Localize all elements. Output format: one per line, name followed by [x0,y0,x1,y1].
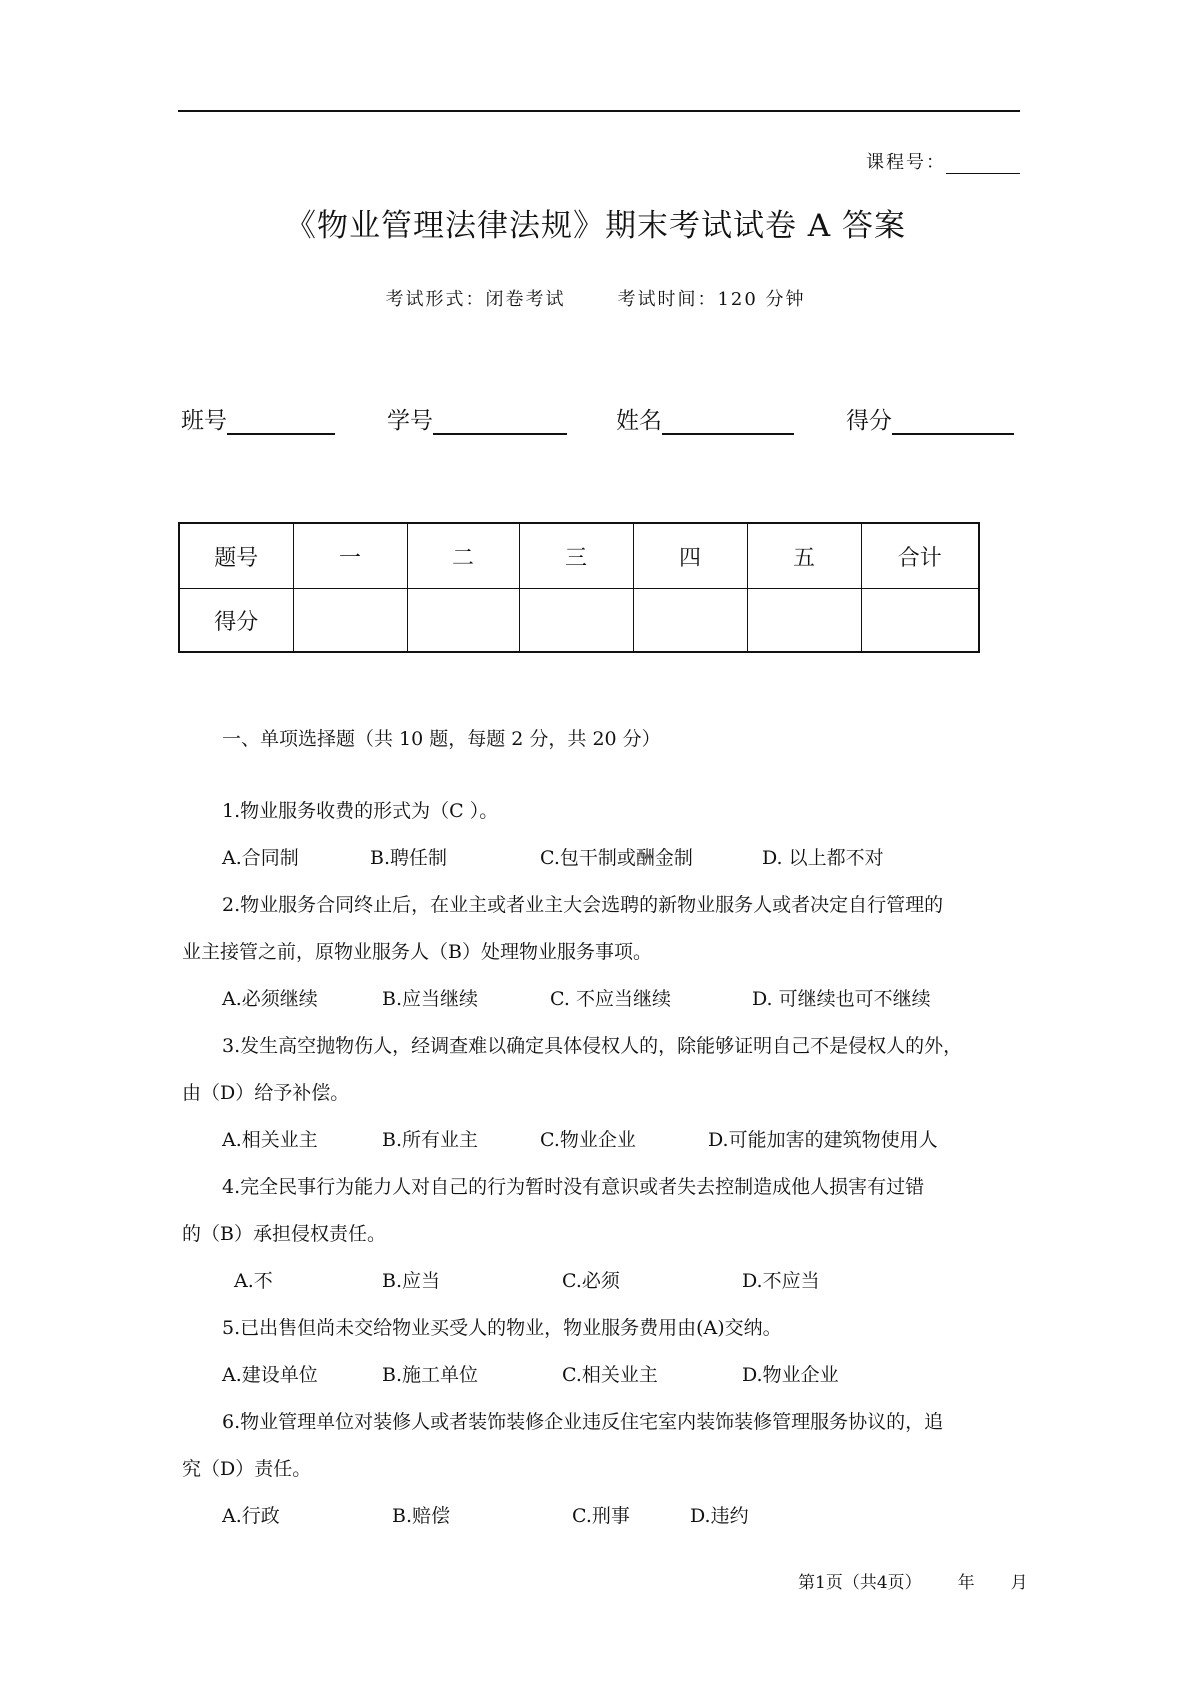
score-table-header: 二 [407,523,519,589]
option: A.合同制 [222,847,299,869]
score-table-header: 三 [519,523,633,589]
page-title: 《物业管理法律法规》期末考试试卷 A 答案 [284,208,907,244]
exam-info [0,285,1191,311]
score-table-header: 合计 [861,523,979,589]
score-table-row [179,589,979,653]
score-cell[interactable] [407,589,519,653]
exam-form: 考试形式：闭卷考试 [385,289,566,310]
option: A.行政 [222,1505,280,1527]
score-cell[interactable] [519,589,633,653]
footer-month: 月 [1010,1573,1028,1593]
score-table-header: 四 [633,523,747,589]
class-field[interactable] [181,402,335,435]
option: D. 以上都不对 [762,847,884,869]
score-field[interactable] [846,402,1014,435]
section-heading: 一、单项选择题（共 10 题，每题 2 分，共 20 分） [222,728,661,750]
class-label: 班号 [181,408,227,434]
question-stem: 的（B）承担侵权责任。 [182,1223,386,1245]
student-id-field[interactable] [387,402,567,435]
option: B.应当继续 [382,988,479,1010]
student-id-blank[interactable] [433,407,567,435]
score-label: 得分 [846,408,892,434]
option: A.不 [234,1270,273,1292]
option: B.赔偿 [392,1505,451,1527]
option: C.刑事 [572,1505,630,1527]
score-cell[interactable] [633,589,747,653]
footer-year: 年 [957,1573,975,1593]
question-stem: 2.物业服务合同终止后，在业主或者业主大会选聘的新物业服务人或者决定自行管理的 [222,894,944,916]
option: B.所有业主 [382,1129,479,1151]
header-rule [178,110,1020,112]
score-blank[interactable] [892,407,1014,435]
question-stem: 5.已出售但尚未交给物业买受人的物业，物业服务费用由(A)交纳。 [222,1317,782,1339]
page-footer [798,1568,1028,1593]
score-row-label: 得分 [179,589,293,653]
question-stem: 6.物业管理单位对装修人或者装饰装修企业违反住宅室内装饰装修管理服务协议的，追 [222,1411,944,1433]
option: D.违约 [690,1505,749,1527]
score-cell[interactable] [293,589,407,653]
option: C.物业企业 [540,1129,636,1151]
option: D. 可继续也可不继续 [752,988,931,1010]
question-stem: 1.物业服务收费的形式为（C ）。 [222,800,499,822]
name-label: 姓名 [616,408,662,434]
course-number-blank[interactable] [946,153,1020,174]
option: C.包干制或酬金制 [540,847,693,869]
question-stem: 由（D）给予补偿。 [182,1082,350,1104]
option: D.可能加害的建筑物使用人 [708,1129,938,1151]
option: A.必须继续 [222,988,318,1010]
option: B.施工单位 [382,1364,479,1386]
question-stem: 业主接管之前，原物业服务人（B）处理物业服务事项。 [182,941,652,963]
option: A.建设单位 [222,1364,318,1386]
option: C.必须 [562,1270,620,1292]
score-table-header: 五 [747,523,861,589]
option: D.物业企业 [742,1364,839,1386]
option: B.聘任制 [370,847,448,869]
score-table-header-row [179,523,979,589]
score-table-header: 题号 [179,523,293,589]
class-blank[interactable] [227,407,335,435]
student-id-label: 学号 [387,408,433,434]
score-table [178,522,980,653]
name-blank[interactable] [662,407,794,435]
option: A.相关业主 [222,1129,318,1151]
score-table-header: 一 [293,523,407,589]
option: C. 不应当继续 [550,988,671,1010]
page-number: 第1页（共4页） [798,1573,922,1593]
score-cell[interactable] [747,589,861,653]
option: D.不应当 [742,1270,820,1292]
course-number [866,148,1020,174]
score-cell[interactable] [861,589,979,653]
question-stem: 4.完全民事行为能力人对自己的行为暂时没有意识或者失去控制造成他人损害有过错 [222,1176,925,1198]
name-field[interactable] [616,402,794,435]
question-stem: 3.发生高空抛物伤人，经调查难以确定具体侵权人的，除能够证明自己不是侵权人的外， [222,1035,963,1057]
course-number-label: 课程号： [866,152,946,173]
question-stem: 究（D）责任。 [182,1458,312,1480]
option: B.应当 [382,1270,441,1292]
option: C.相关业主 [562,1364,658,1386]
exam-time: 考试时间：120 分钟 [617,289,806,310]
